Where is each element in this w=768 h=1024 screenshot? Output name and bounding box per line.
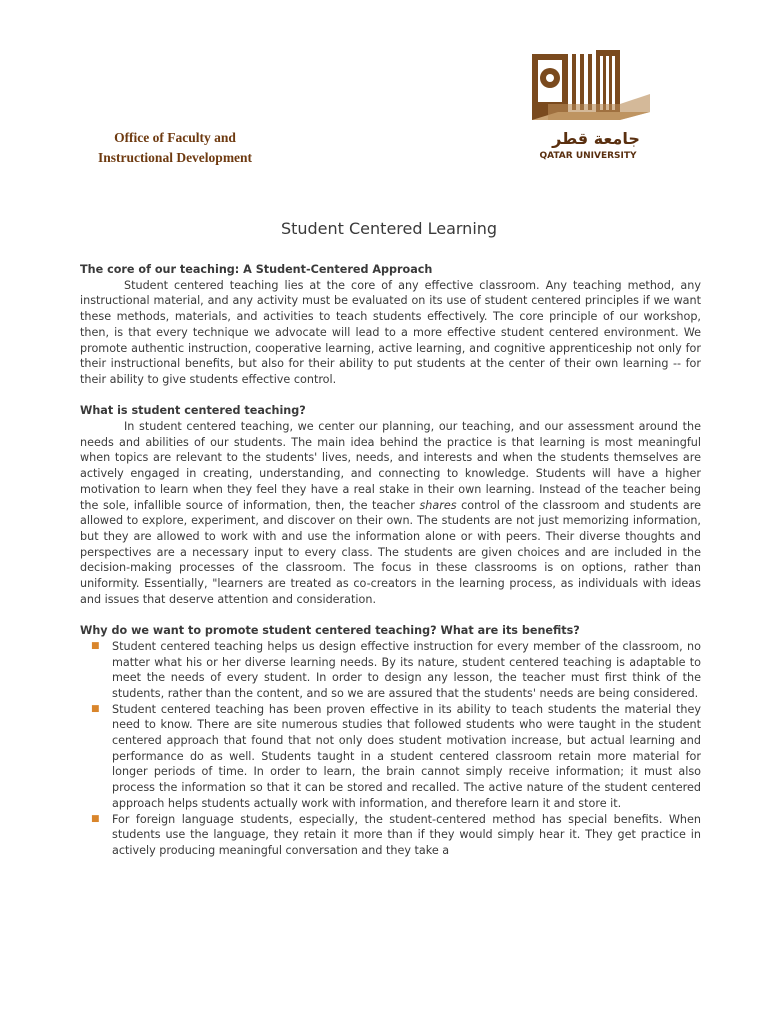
section-body-core: Student centered teaching lies at the core of any effective classroom. Any teaching method, any instructional material, and any activity must be evaluated on its use of student centered principles if we want these methods, materials, and activities to teach students effectively. The core principle of our workshop, then, is that every technique we advocate will lead to a more effective student centered environment. We promote authentic instruction, cooperative learning, active learning, and cognitive apprenticeship not only for their instructional benefits, but also for their ability to put students at the center of their own learning -- for their ability to give students effective control. (80, 278, 701, 386)
list-item (80, 702, 701, 812)
body-what-part2: control of the classroom and students are allowed to explore, experiment, and discover on their own. The students are not just memorizing information, but they are allowed to work with and use the information alone or with peers. Their diverse thoughts and perspectives are a necessary input to every class. The students are given choices and are included in the decision-making processes of the classroom. The focus in these classrooms is on options, rather than uniformity. Essentially, "learners are treated as co-creators in the learning process, as individuals with ideas and issues that deserve attention and consideration. (80, 498, 701, 606)
body-what-part1: In student centered teaching, we center our planning, our teaching, and our assessment around the needs and abilities of our students. The main idea behind the practice is that learning is most meaningful when topics are relevant to the students' lives, needs, and interests and when the students themselves are actively engaged in creating, understanding, and connecting to knowledge. Students will have a higher motivation to learn when they feel they have a real stake in their own learning. Instead of the teacher being the sole, infallible source of information, then, the teacher (80, 420, 701, 512)
logo-arabic-text: جامعة قطر (552, 129, 640, 148)
list-item-text: Student centered teaching helps us design effective instruction for every member of the classroom, no matter what his or her diverse learning needs. By its nature, student centered teaching is adaptable to meet the needs of every student. In order to design any lesson, the teacher must first think of the students, rather than the content, and so we are assured that the students' needs are being considered. (112, 639, 701, 700)
section-heading-what: What is student centered teaching? (80, 404, 306, 418)
qatar-university-logo (528, 44, 664, 164)
bullet-icon: ■ (91, 703, 100, 714)
office-name (80, 128, 270, 168)
logo-emblem-icon (528, 44, 664, 164)
page-title: Student Centered Learning (280, 219, 498, 238)
list-item (80, 812, 701, 859)
section-body-what (80, 419, 701, 607)
section-heading-why: Why do we want to promote student centered teaching? What are its benefits? (80, 624, 580, 638)
office-line-2: Instructional Development (97, 150, 253, 165)
body-what-emphasis: shares (419, 498, 457, 512)
logo-english-text: QATAR UNIVERSITY (539, 151, 637, 161)
office-line-1: Office of Faculty and (114, 130, 236, 145)
bullet-icon: ■ (91, 813, 100, 824)
document-body (80, 262, 701, 859)
benefits-list (80, 639, 701, 859)
list-item-text: Student centered teaching has been proven effective in its ability to teach students the material they need to know. There are site numerous studies that followed students who were taught in the student centered approach that found that not only does student motivation increase, but actual learning and performance do as well. Students taught in a student centered classroom retain more material for longer periods of time. In order to learn, the brain cannot simply receive information; it must also process the information so that it can be stored and recalled. The active nature of the student centered approach helps students actually work with information, and therefore learn it and store it. (112, 702, 701, 810)
bullet-icon: ■ (91, 640, 100, 651)
list-item (80, 639, 701, 702)
section-heading-core: The core of our teaching: A Student-Centered Approach (80, 263, 433, 276)
list-item-text: For foreign language students, especially, the student-centered method has special benefits. When students use the language, they retain it more than if they would simply hear it. They get practice in actively producing meaningful conversation and they take a (112, 812, 701, 857)
